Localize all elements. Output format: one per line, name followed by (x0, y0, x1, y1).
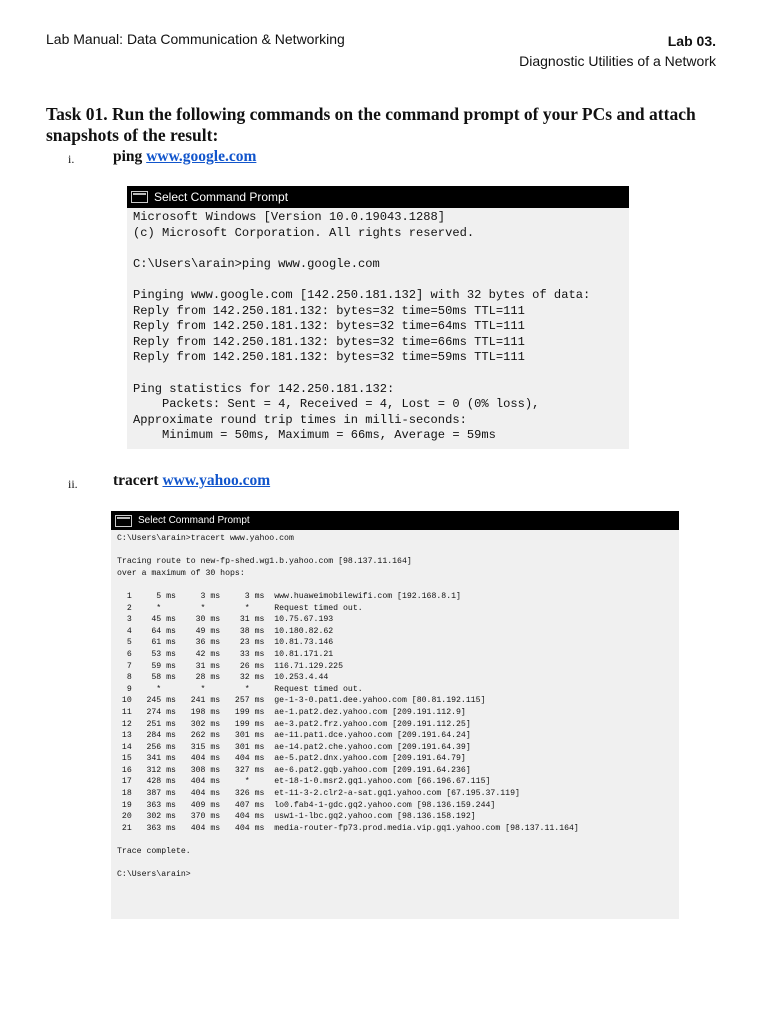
tracert-window-titlebar[interactable] (111, 511, 679, 530)
cmd-icon (115, 515, 132, 527)
task-heading: Task 01. Run the following commands on the command prompt of your PCs and attach snapshots of the result: (46, 104, 696, 145)
tracert-window-title: Select Command Prompt (138, 515, 250, 526)
lab-number: Lab 03. (667, 33, 716, 49)
header-lab-info (519, 31, 716, 71)
google-link[interactable]: www.google.com (146, 148, 257, 165)
item-number-1: i. (68, 152, 75, 166)
ping-command-label: ping (113, 148, 143, 165)
item-ping (113, 148, 256, 166)
yahoo-link[interactable]: www.yahoo.com (162, 472, 271, 489)
ping-window-titlebar[interactable] (127, 186, 629, 208)
ping-command-prompt-window (127, 186, 629, 449)
tracert-command-label: tracert (113, 472, 159, 489)
ping-console-output: Microsoft Windows [Version 10.0.19043.1288] (c) Microsoft Corporation. All rights reserved. C:\Users\arain>ping www.google.com Pinging www.google.com [142.250.181.132] with 32 bytes of data: Reply from 142.250.181.132: bytes=32 time=50ms TTL=111 Reply from 142.250.181.132: bytes=32 time=64ms TTL=111 Reply from 142.250.181.132: bytes=32 time=66ms TTL=111 Reply from 142.250.181.132: bytes=32 time=59ms TTL=111 Ping statistics for 142.250.181.132: Packets: Sent = 4, Received = 4, Lost = 0 (0% loss), Approximate round trip times in milli-seconds: Minimum = 50ms, Maximum = 66ms, Average = 59ms (133, 210, 591, 443)
cmd-icon (131, 191, 148, 203)
tracert-console-output: C:\Users\arain>tracert www.yahoo.com Tracing route to new-fp-shed.wg1.b.yahoo.com [98.137.11.164] over a maximum of 30 hops: 1 5 ms 3 ms 3 ms www.huaweimobilewifi.com [192.168.8.1] 2 * * * Request timed out. 3 45 ms 30 ms 31 ms 10.75.67.193 4 64 ms 49 ms 38 ms 10.180.82.62 5 61 ms 36 ms 23 ms 10.81.73.146 6 53 ms 42 ms 33 ms 10.81.171.21 7 59 ms 31 ms 26 ms 116.71.129.225 8 58 ms 28 ms 32 ms 10.253.4.44 9 * * * Request timed out. 10 245 ms 241 ms 257 ms ge-1-3-0.pat1.dee.yahoo.com [80.81.192.115] 11 274 ms 198 ms 199 ms ae-1.pat2.dez.yahoo.com [209.191.112.9] 12 251 ms 302 ms 199 ms ae-3.pat2.frz.yahoo.com [209.191.112.25] 13 284 ms 262 ms 301 ms ae-11.pat1.dce.yahoo.com [209.191.64.24] 14 256 ms 315 ms 301 ms ae-14.pat2.che.yahoo.com [209.191.64.39] 15 341 ms 404 ms 404 ms ae-5.pat2.dnx.yahoo.com [209.191.64.79] 16 312 ms 308 ms 327 ms ae-6.pat2.gqb.yahoo.com [209.191.64.236] 17 428 ms 404 ms * et-18-1-0.msr2.gq1.yahoo.com [66.196.67.115] 18 387 ms 404 ms 326 ms et-11-3-2.clr2-a-sat.gq1.yahoo.com [67.195.37.119] 19 363 ms 409 ms 407 ms lo0.fab4-1-gdc.gq2.yahoo.com [98.136.159.244] 20 302 ms 370 ms 404 ms usw1-1-lbc.gq2.yahoo.com [98.136.158.192] 21 363 ms 404 ms 404 ms media-router-fp73.prod.media.vip.gq1.yahoo.com [98.137.11.164] Trace complete. C:\Users\arain> (117, 534, 579, 880)
lab-subtitle: Diagnostic Utilities of a Network (519, 53, 716, 69)
header-course-title: Lab Manual: Data Communication & Networking (46, 31, 345, 47)
ping-window-title: Select Command Prompt (154, 190, 289, 204)
item-tracert (113, 472, 270, 490)
tracert-command-prompt-window (111, 511, 679, 919)
item-number-2: ii. (68, 477, 78, 491)
